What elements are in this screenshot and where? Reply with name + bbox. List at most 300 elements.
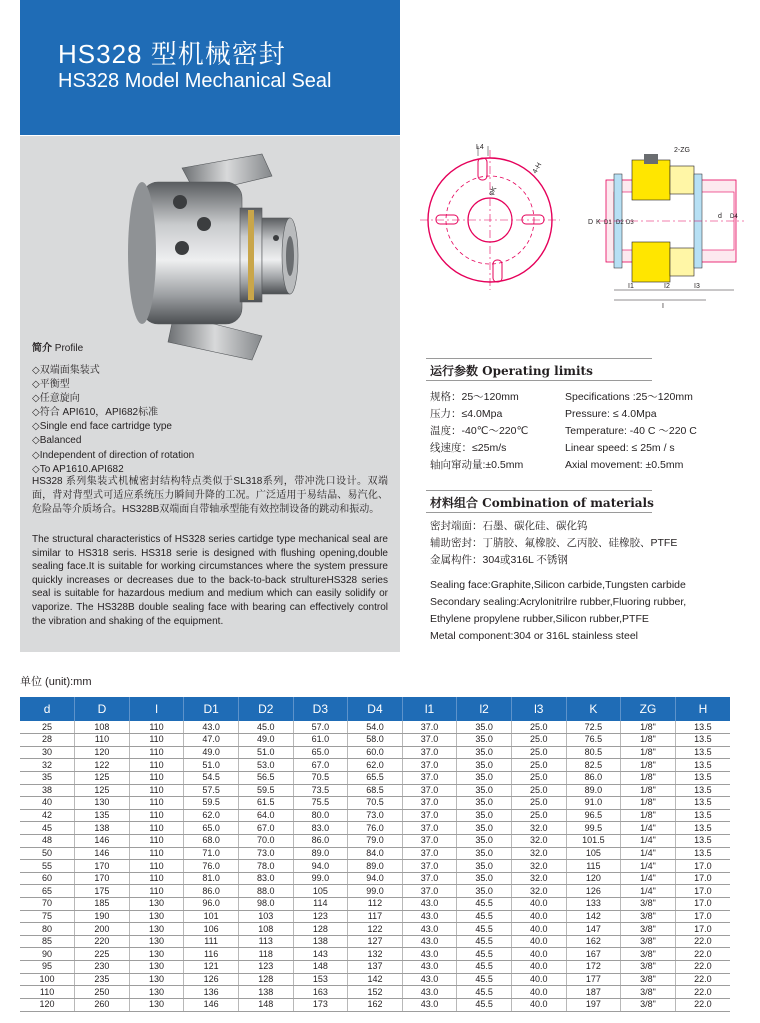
table-cell: 68.0 — [184, 834, 239, 847]
table-cell: 225 — [75, 948, 130, 961]
table-cell: 43.0 — [402, 910, 457, 923]
table-cell: 90 — [20, 948, 75, 961]
table-cell: 37.0 — [402, 809, 457, 822]
table-cell: 3/8" — [621, 948, 676, 961]
table-cell: 32.0 — [511, 860, 566, 873]
table-cell: 45 — [20, 822, 75, 835]
table-cell: 118 — [238, 948, 293, 961]
table-cell: 61.0 — [293, 734, 348, 747]
table-cell: 105 — [293, 885, 348, 898]
table-cell: 84.0 — [348, 847, 403, 860]
table-cell: 86.0 — [184, 885, 239, 898]
operating-limit-cn-item: 轴向窜动量:±0.5mm — [430, 459, 524, 471]
table-cell: 1/8" — [621, 746, 676, 759]
table-cell: 35.0 — [457, 847, 512, 860]
table-cell: 59.5 — [184, 797, 239, 810]
table-cell: 95 — [20, 961, 75, 974]
column-header: D2 — [238, 697, 293, 721]
operating-limit-cn-item: 规格：25～120mm — [430, 391, 519, 403]
table-cell: 40.0 — [511, 973, 566, 986]
table-cell: 22.0 — [675, 973, 730, 986]
operating-limit-cn-item: 温度：-40℃～220℃ — [430, 425, 529, 437]
table-cell: 40.0 — [511, 898, 566, 911]
label-d4: D4 — [730, 214, 738, 220]
table-cell: 45.5 — [457, 935, 512, 948]
table-cell: 71.0 — [184, 847, 239, 860]
profile-heading-en: Profile — [54, 343, 84, 354]
table-cell: 76.0 — [184, 860, 239, 873]
column-header: D1 — [184, 697, 239, 721]
column-header: H — [675, 697, 730, 721]
table-cell: 57.5 — [184, 784, 239, 797]
table-cell: 163 — [293, 986, 348, 999]
material-cn-item: 辅助密封：丁腈胶、氟橡胶、乙丙胶、硅橡胶、PTFE — [430, 537, 678, 549]
label-4h: 4-H — [531, 161, 544, 175]
table-cell: 110 — [129, 721, 184, 734]
table-cell: 101.5 — [566, 834, 621, 847]
material-en-item: Secondary sealing:Acrylonitrilre rubber,Fluoring rubber, — [430, 596, 687, 608]
operating-limit-en-item: Linear speed: ≤ 25m / s — [565, 442, 675, 454]
table-row — [20, 759, 730, 772]
table-cell: 170 — [75, 860, 130, 873]
column-header: K — [566, 697, 621, 721]
table-cell: 13.5 — [675, 721, 730, 734]
operating-limit-en-item: Pressure: ≤ 4.0Mpa — [565, 408, 657, 420]
table-cell: 125 — [75, 784, 130, 797]
table-cell: 17.0 — [675, 910, 730, 923]
table-cell: 70 — [20, 898, 75, 911]
table-cell: 17.0 — [675, 923, 730, 936]
table-row — [20, 860, 730, 873]
label-i: I — [662, 303, 664, 310]
table-cell: 45.5 — [457, 973, 512, 986]
operating-limit-en-item: Axial movement: ±0.5mm — [565, 459, 684, 471]
table-cell: 1/4" — [621, 885, 676, 898]
table-cell: 130 — [129, 923, 184, 936]
table-cell: 1/4" — [621, 860, 676, 873]
operating-limit-en-item: Temperature: -40 C ～220 C — [565, 425, 697, 437]
column-header: l — [129, 697, 184, 721]
table-cell: 25.0 — [511, 721, 566, 734]
table-row — [20, 834, 730, 847]
table-cell: 61.5 — [238, 797, 293, 810]
table-cell: 43.0 — [402, 973, 457, 986]
unit-label: 单位 (unit):mm — [20, 676, 92, 688]
materials-en — [430, 577, 686, 645]
table-cell: 75.5 — [293, 797, 348, 810]
table-cell: 70.5 — [348, 797, 403, 810]
label-i3: I3 — [694, 283, 700, 290]
table-cell: 105 — [566, 847, 621, 860]
table-cell: 110 — [129, 784, 184, 797]
table-cell: 51.0 — [238, 746, 293, 759]
table-cell: 1/8" — [621, 734, 676, 747]
table-row — [20, 809, 730, 822]
table-cell: 37.0 — [402, 860, 457, 873]
table-cell: 45.5 — [457, 998, 512, 1011]
table-cell: 35.0 — [457, 746, 512, 759]
table-cell: 88.0 — [238, 885, 293, 898]
table-cell: 65 — [20, 885, 75, 898]
label-d2: D2 — [616, 220, 624, 226]
table-cell: 115 — [566, 860, 621, 873]
table-cell: 130 — [129, 998, 184, 1011]
table-cell: 175 — [75, 885, 130, 898]
table-cell: 1/8" — [621, 759, 676, 772]
table-cell: 89.0 — [566, 784, 621, 797]
table-cell: 110 — [129, 834, 184, 847]
table-row — [20, 961, 730, 974]
table-cell: 60.0 — [348, 746, 403, 759]
material-en-item: Metal component:304 or 316L stainless steel — [430, 630, 638, 642]
table-cell: 103 — [238, 910, 293, 923]
table-cell: 1/8" — [621, 797, 676, 810]
dimension-table — [20, 697, 730, 1012]
table-cell: 94.0 — [348, 872, 403, 885]
table-cell: 200 — [75, 923, 130, 936]
operating-top-rule — [426, 358, 652, 359]
table-cell: 108 — [75, 721, 130, 734]
table-cell: 47.0 — [184, 734, 239, 747]
description-english: The structural characteristics of HS328 series cartidge type mechanical seal are similar to HS318 seris. HS318 serie is designed with flushing opening,double sealing face.It is suitable for working circumstances where the system pressure quickly increases or decreases due to the back-to-back strultureHS328 series seal is suitable for hazardous medium and medium which can easily solidify or vaporize. The HS328B double sealing face with bearing can effectively control the vibration and shaking of the equipment. — [32, 534, 388, 627]
table-cell: 128 — [238, 973, 293, 986]
table-cell: 142 — [566, 910, 621, 923]
table-cell: 37.0 — [402, 834, 457, 847]
table-cell: 32 — [20, 759, 75, 772]
table-cell: 13.5 — [675, 746, 730, 759]
table-cell: 126 — [566, 885, 621, 898]
table-cell: 43.0 — [402, 948, 457, 961]
column-header: l2 — [457, 697, 512, 721]
table-cell: 99.0 — [348, 885, 403, 898]
table-cell: 40.0 — [511, 935, 566, 948]
table-cell: 83.0 — [238, 872, 293, 885]
table-cell: 3/8" — [621, 935, 676, 948]
table-cell: 85 — [20, 935, 75, 948]
table-cell: 137 — [348, 961, 403, 974]
table-cell: 136 — [184, 986, 239, 999]
table-cell: 99.5 — [566, 822, 621, 835]
table-cell: 230 — [75, 961, 130, 974]
label-i1: I1 — [628, 283, 634, 290]
table-cell: 81.0 — [184, 872, 239, 885]
table-cell: 35.0 — [457, 860, 512, 873]
table-cell: 120 — [75, 746, 130, 759]
table-cell: 126 — [184, 973, 239, 986]
label-i2: I2 — [664, 283, 670, 290]
table-cell: 70.0 — [238, 834, 293, 847]
table-row — [20, 898, 730, 911]
table-cell: 110 — [129, 822, 184, 835]
table-cell: 170 — [75, 872, 130, 885]
table-cell: 91.0 — [566, 797, 621, 810]
table-cell: 13.5 — [675, 784, 730, 797]
table-row — [20, 885, 730, 898]
table-cell: 17.0 — [675, 872, 730, 885]
table-cell: 172 — [566, 961, 621, 974]
table-cell: 25.0 — [511, 771, 566, 784]
table-cell: 22.0 — [675, 961, 730, 974]
table-cell: 37.0 — [402, 759, 457, 772]
table-cell: 28 — [20, 734, 75, 747]
table-cell: 13.5 — [675, 771, 730, 784]
table-cell: 45.5 — [457, 961, 512, 974]
label-phik: φK — [487, 185, 499, 197]
table-cell: 45.5 — [457, 923, 512, 936]
table-cell: 235 — [75, 973, 130, 986]
feature-item: ◇Single end face cartridge type — [32, 421, 172, 433]
table-cell: 130 — [129, 898, 184, 911]
table-cell: 108 — [238, 923, 293, 936]
table-cell: 220 — [75, 935, 130, 948]
label-d: D — [588, 219, 594, 226]
table-cell: 40.0 — [511, 948, 566, 961]
feature-item: ◇To AP1610.API682 — [32, 463, 124, 475]
table-cell: 54.5 — [184, 771, 239, 784]
table-cell: 127 — [348, 935, 403, 948]
table-cell: 37.0 — [402, 784, 457, 797]
label-l4: L4 — [476, 144, 484, 151]
table-cell: 99.0 — [293, 872, 348, 885]
table-cell: 250 — [75, 986, 130, 999]
table-cell: 162 — [348, 998, 403, 1011]
table-row — [20, 734, 730, 747]
table-cell: 35.0 — [457, 771, 512, 784]
material-cn-item: 密封端面：石墨、碳化硅、碳化钨 — [430, 520, 588, 532]
table-cell: 35.0 — [457, 797, 512, 810]
table-cell: 185 — [75, 898, 130, 911]
table-cell: 55 — [20, 860, 75, 873]
table-row — [20, 973, 730, 986]
table-cell: 45.5 — [457, 910, 512, 923]
table-cell: 49.0 — [184, 746, 239, 759]
table-cell: 37.0 — [402, 734, 457, 747]
label-d1: D1 — [604, 220, 612, 226]
table-cell: 76.0 — [348, 822, 403, 835]
table-cell: 110 — [129, 797, 184, 810]
title-english: HS328 Model Mechanical Seal — [58, 70, 332, 92]
table-cell: 197 — [566, 998, 621, 1011]
table-cell: 17.0 — [675, 898, 730, 911]
column-header: ZG — [621, 697, 676, 721]
table-cell: 22.0 — [675, 935, 730, 948]
table-row — [20, 721, 730, 734]
table-cell: 110 — [129, 759, 184, 772]
table-cell: 17.0 — [675, 860, 730, 873]
feature-list — [32, 364, 194, 477]
table-cell: 110 — [129, 872, 184, 885]
table-cell: 22.0 — [675, 948, 730, 961]
table-row — [20, 910, 730, 923]
operating-limit-cn-item: 压力：≤4.0Mpa — [430, 408, 503, 420]
materials-cn — [430, 518, 677, 569]
feature-item: ◇双端面集装式 — [32, 365, 100, 376]
table-cell: 3/8" — [621, 986, 676, 999]
table-cell: 3/8" — [621, 998, 676, 1011]
table-cell: 35.0 — [457, 885, 512, 898]
table-cell: 40.0 — [511, 923, 566, 936]
table-cell: 42 — [20, 809, 75, 822]
table-cell: 130 — [129, 935, 184, 948]
operating-limits-heading: 运行参数 Operating limits — [430, 364, 593, 378]
operating-limit-cn-item: 线速度：≤25m/s — [430, 442, 507, 454]
section-view — [588, 147, 744, 310]
table-cell: 3/8" — [621, 923, 676, 936]
label-d-small: d — [718, 213, 722, 220]
table-row — [20, 986, 730, 999]
table-cell: 37.0 — [402, 721, 457, 734]
table-cell: 73.0 — [238, 847, 293, 860]
table-cell: 35.0 — [457, 809, 512, 822]
table-cell: 86.0 — [566, 771, 621, 784]
table-cell: 146 — [184, 998, 239, 1011]
table-cell: 101 — [184, 910, 239, 923]
table-cell: 37.0 — [402, 797, 457, 810]
table-cell: 86.0 — [293, 834, 348, 847]
table-cell: 37.0 — [402, 872, 457, 885]
operating-limits-cn — [430, 389, 528, 474]
table-cell: 13.5 — [675, 847, 730, 860]
table-cell: 80.5 — [566, 746, 621, 759]
table-cell: 142 — [348, 973, 403, 986]
material-en-item: Sealing face:Graphite,Silicon carbide,Tungsten carbide — [430, 579, 686, 591]
table-row — [20, 771, 730, 784]
table-cell: 148 — [293, 961, 348, 974]
table-cell: 1/8" — [621, 771, 676, 784]
operating-limit-en-item: Specifications :25～120mm — [565, 391, 693, 403]
materials-top-rule — [426, 490, 652, 491]
table-cell: 25.0 — [511, 734, 566, 747]
table-cell: 43.0 — [402, 961, 457, 974]
table-cell: 89.0 — [293, 847, 348, 860]
table-row — [20, 998, 730, 1011]
table-cell: 75 — [20, 910, 75, 923]
table-cell: 65.0 — [184, 822, 239, 835]
table-cell: 65.5 — [348, 771, 403, 784]
table-cell: 25.0 — [511, 746, 566, 759]
table-body — [20, 721, 730, 1011]
table-cell: 96.0 — [184, 898, 239, 911]
table-cell: 22.0 — [675, 986, 730, 999]
table-row — [20, 797, 730, 810]
table-row — [20, 872, 730, 885]
table-cell: 3/8" — [621, 898, 676, 911]
table-cell: 187 — [566, 986, 621, 999]
table-cell: 25.0 — [511, 759, 566, 772]
table-cell: 130 — [129, 986, 184, 999]
table-cell: 56.5 — [238, 771, 293, 784]
table-cell: 120 — [566, 872, 621, 885]
operating-limits-en — [565, 389, 697, 474]
table-cell: 49.0 — [238, 734, 293, 747]
table-cell: 138 — [238, 986, 293, 999]
table-cell: 38 — [20, 784, 75, 797]
table-cell: 125 — [75, 771, 130, 784]
table-cell: 114 — [293, 898, 348, 911]
table-cell: 64.0 — [238, 809, 293, 822]
table-cell: 59.5 — [238, 784, 293, 797]
feature-item: ◇任意旋向 — [32, 393, 80, 405]
table-cell: 72.5 — [566, 721, 621, 734]
table-cell: 3/8" — [621, 973, 676, 986]
table-cell: 146 — [75, 834, 130, 847]
table-cell: 123 — [238, 961, 293, 974]
title-chinese: HS328 型机械密封 — [58, 39, 286, 69]
table-cell: 1/4" — [621, 847, 676, 860]
table-cell: 138 — [293, 935, 348, 948]
table-cell: 32.0 — [511, 822, 566, 835]
table-cell: 130 — [129, 961, 184, 974]
table-row — [20, 847, 730, 860]
title-banner — [20, 0, 400, 135]
profile-heading — [32, 339, 83, 354]
table-cell: 110 — [129, 809, 184, 822]
table-row — [20, 948, 730, 961]
table-cell: 162 — [566, 935, 621, 948]
table-cell: 153 — [293, 973, 348, 986]
feature-item: ◇符合 API610，API682标准 — [32, 407, 159, 419]
table-cell: 112 — [348, 898, 403, 911]
table-cell: 190 — [75, 910, 130, 923]
table-cell: 35.0 — [457, 759, 512, 772]
table-cell: 120 — [20, 998, 75, 1011]
table-cell: 43.0 — [402, 986, 457, 999]
table-cell: 89.0 — [348, 860, 403, 873]
table-cell: 130 — [129, 910, 184, 923]
table-cell: 177 — [566, 973, 621, 986]
table-cell: 13.5 — [675, 797, 730, 810]
table-cell: 110 — [129, 734, 184, 747]
table-cell: 37.0 — [402, 885, 457, 898]
technical-drawing — [418, 140, 748, 312]
table-cell: 65.0 — [293, 746, 348, 759]
table-cell: 54.0 — [348, 721, 403, 734]
operating-bottom-rule — [426, 380, 652, 381]
table-cell: 130 — [75, 797, 130, 810]
table-cell: 123 — [293, 910, 348, 923]
table-cell: 1/4" — [621, 834, 676, 847]
table-cell: 13.5 — [675, 822, 730, 835]
table-cell: 73.5 — [293, 784, 348, 797]
table-cell: 94.0 — [293, 860, 348, 873]
table-cell: 1/8" — [621, 784, 676, 797]
column-header: D — [75, 697, 130, 721]
table-cell: 110 — [129, 885, 184, 898]
table-cell: 110 — [129, 771, 184, 784]
table-cell: 110 — [129, 746, 184, 759]
table-cell: 40.0 — [511, 986, 566, 999]
table-cell: 35.0 — [457, 834, 512, 847]
table-cell: 1/8" — [621, 721, 676, 734]
table-cell: 45.5 — [457, 986, 512, 999]
table-cell: 35.0 — [457, 734, 512, 747]
table-cell: 73.0 — [348, 809, 403, 822]
label-d3: D3 — [626, 220, 634, 226]
table-cell: 117 — [348, 910, 403, 923]
table-cell: 45.5 — [457, 898, 512, 911]
table-cell: 68.5 — [348, 784, 403, 797]
table-cell: 17.0 — [675, 885, 730, 898]
table-cell: 80.0 — [293, 809, 348, 822]
table-cell: 50 — [20, 847, 75, 860]
table-cell: 13.5 — [675, 809, 730, 822]
table-cell: 106 — [184, 923, 239, 936]
table-cell: 35.0 — [457, 784, 512, 797]
table-cell: 35 — [20, 771, 75, 784]
table-cell: 260 — [75, 998, 130, 1011]
table-cell: 76.5 — [566, 734, 621, 747]
table-cell: 40.0 — [511, 910, 566, 923]
